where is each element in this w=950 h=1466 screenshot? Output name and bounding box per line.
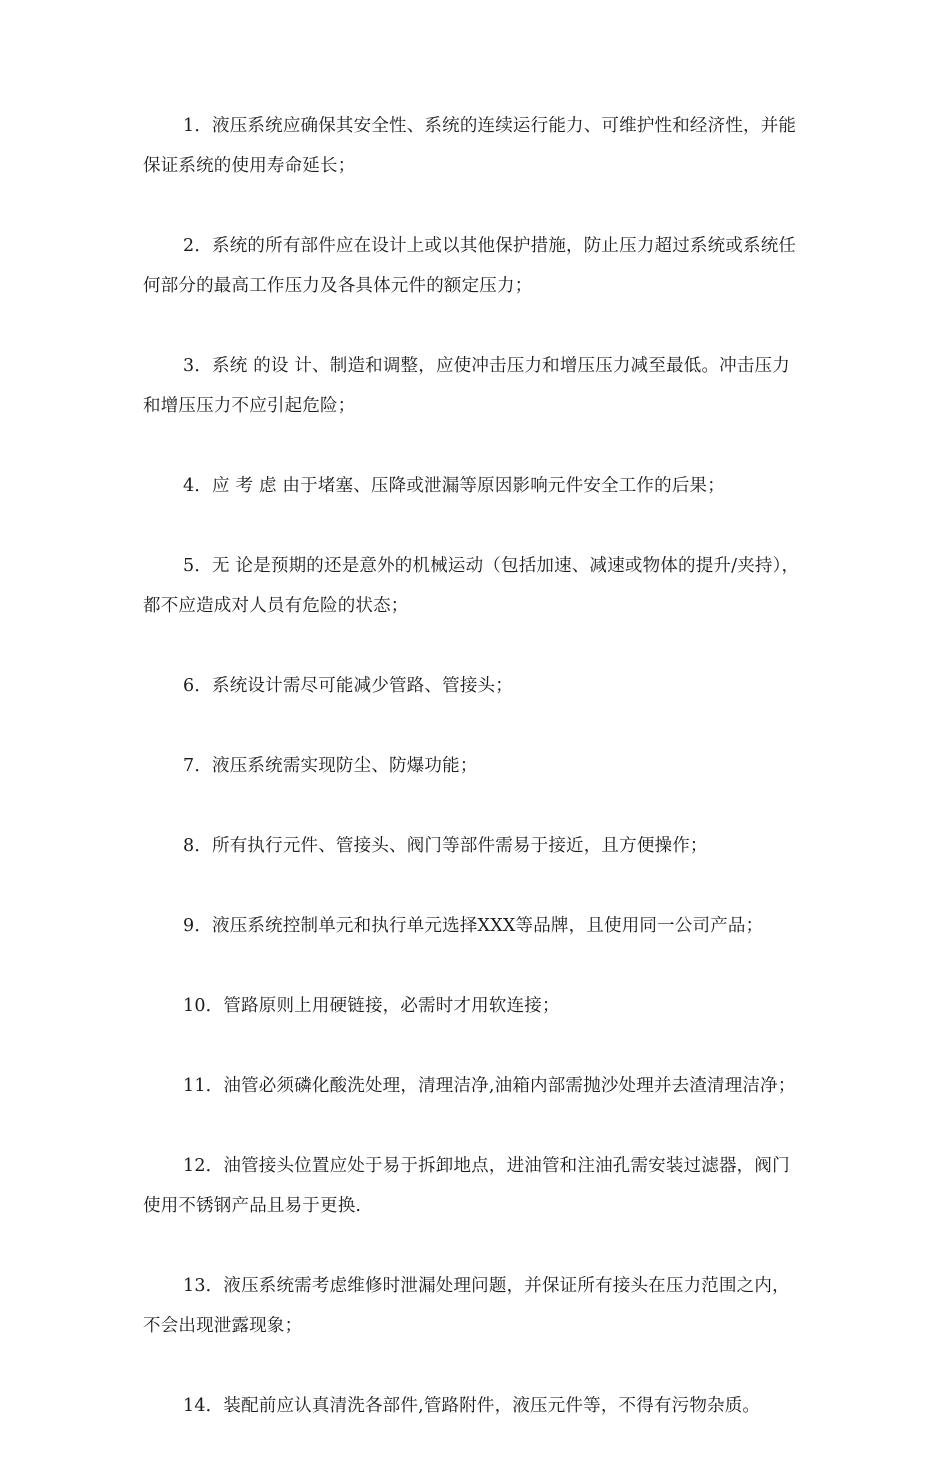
list-item-14: 14．装配前应认真清洗各部件,管路附件，液压元件等，不得有污物杂质。 (183, 1396, 761, 1416)
list-item-9: 9．液压系统控制单元和执行单元选择XXX等品牌，且使用同一公司产品； (183, 916, 764, 936)
list-item-6: 6．系统设计需尽可能减少管路、管接头； (183, 676, 513, 696)
list-item-8: 8．所有执行元件、管接头、阀门等部件需易于接近，且方便操作； (183, 836, 708, 856)
list-item-7: 7．液压系统需实现防尘、防爆功能； (183, 756, 478, 776)
list-item-12: 12．油管接头位置应处于易于拆卸地点，进油管和注油孔需安装过滤器，阀门使用不锈钢产品且易于更换. (143, 1156, 790, 1216)
list-item-4: 4．应 考 虑 由于堵塞、压降或泄漏等原因影响元件安全工作的后果； (183, 476, 725, 496)
list-item-11: 11．油管必须磷化酸洗处理，清理洁净,油箱内部需抛沙处理并去渣清理洁净； (183, 1076, 796, 1096)
document-body (143, 106, 807, 1466)
list-item-13: 13．液压系统需考虑维修时泄漏处理问题，并保证所有接头在压力范围之内，不会出现泄露现象； (143, 1276, 790, 1336)
list-item-1: 1．液压系统应确保其安全性、系统的连续运行能力、可维护性和经济性，并能保证系统的使用寿命延长； (143, 116, 797, 176)
list-item-10: 10．管路原则上用硬链接，必需时才用软连接； (183, 996, 560, 1016)
list-item-2: 2．系统的所有部件应在设计上或以其他保护措施，防止压力超过系统或系统任何部分的最高工作压力及各具体元件的额定压力； (143, 236, 797, 296)
list-item-5: 5．无 论是预期的还是意外的机械运动（包括加速、减速或物体的提升/夹持），都不应造成对人员有危险的状态； (143, 556, 800, 616)
list-item-3: 3．系统 的设 计、制造和调整，应使冲击压力和增压压力减至最低。冲击压力和增压压力不应引起危险； (143, 356, 790, 416)
